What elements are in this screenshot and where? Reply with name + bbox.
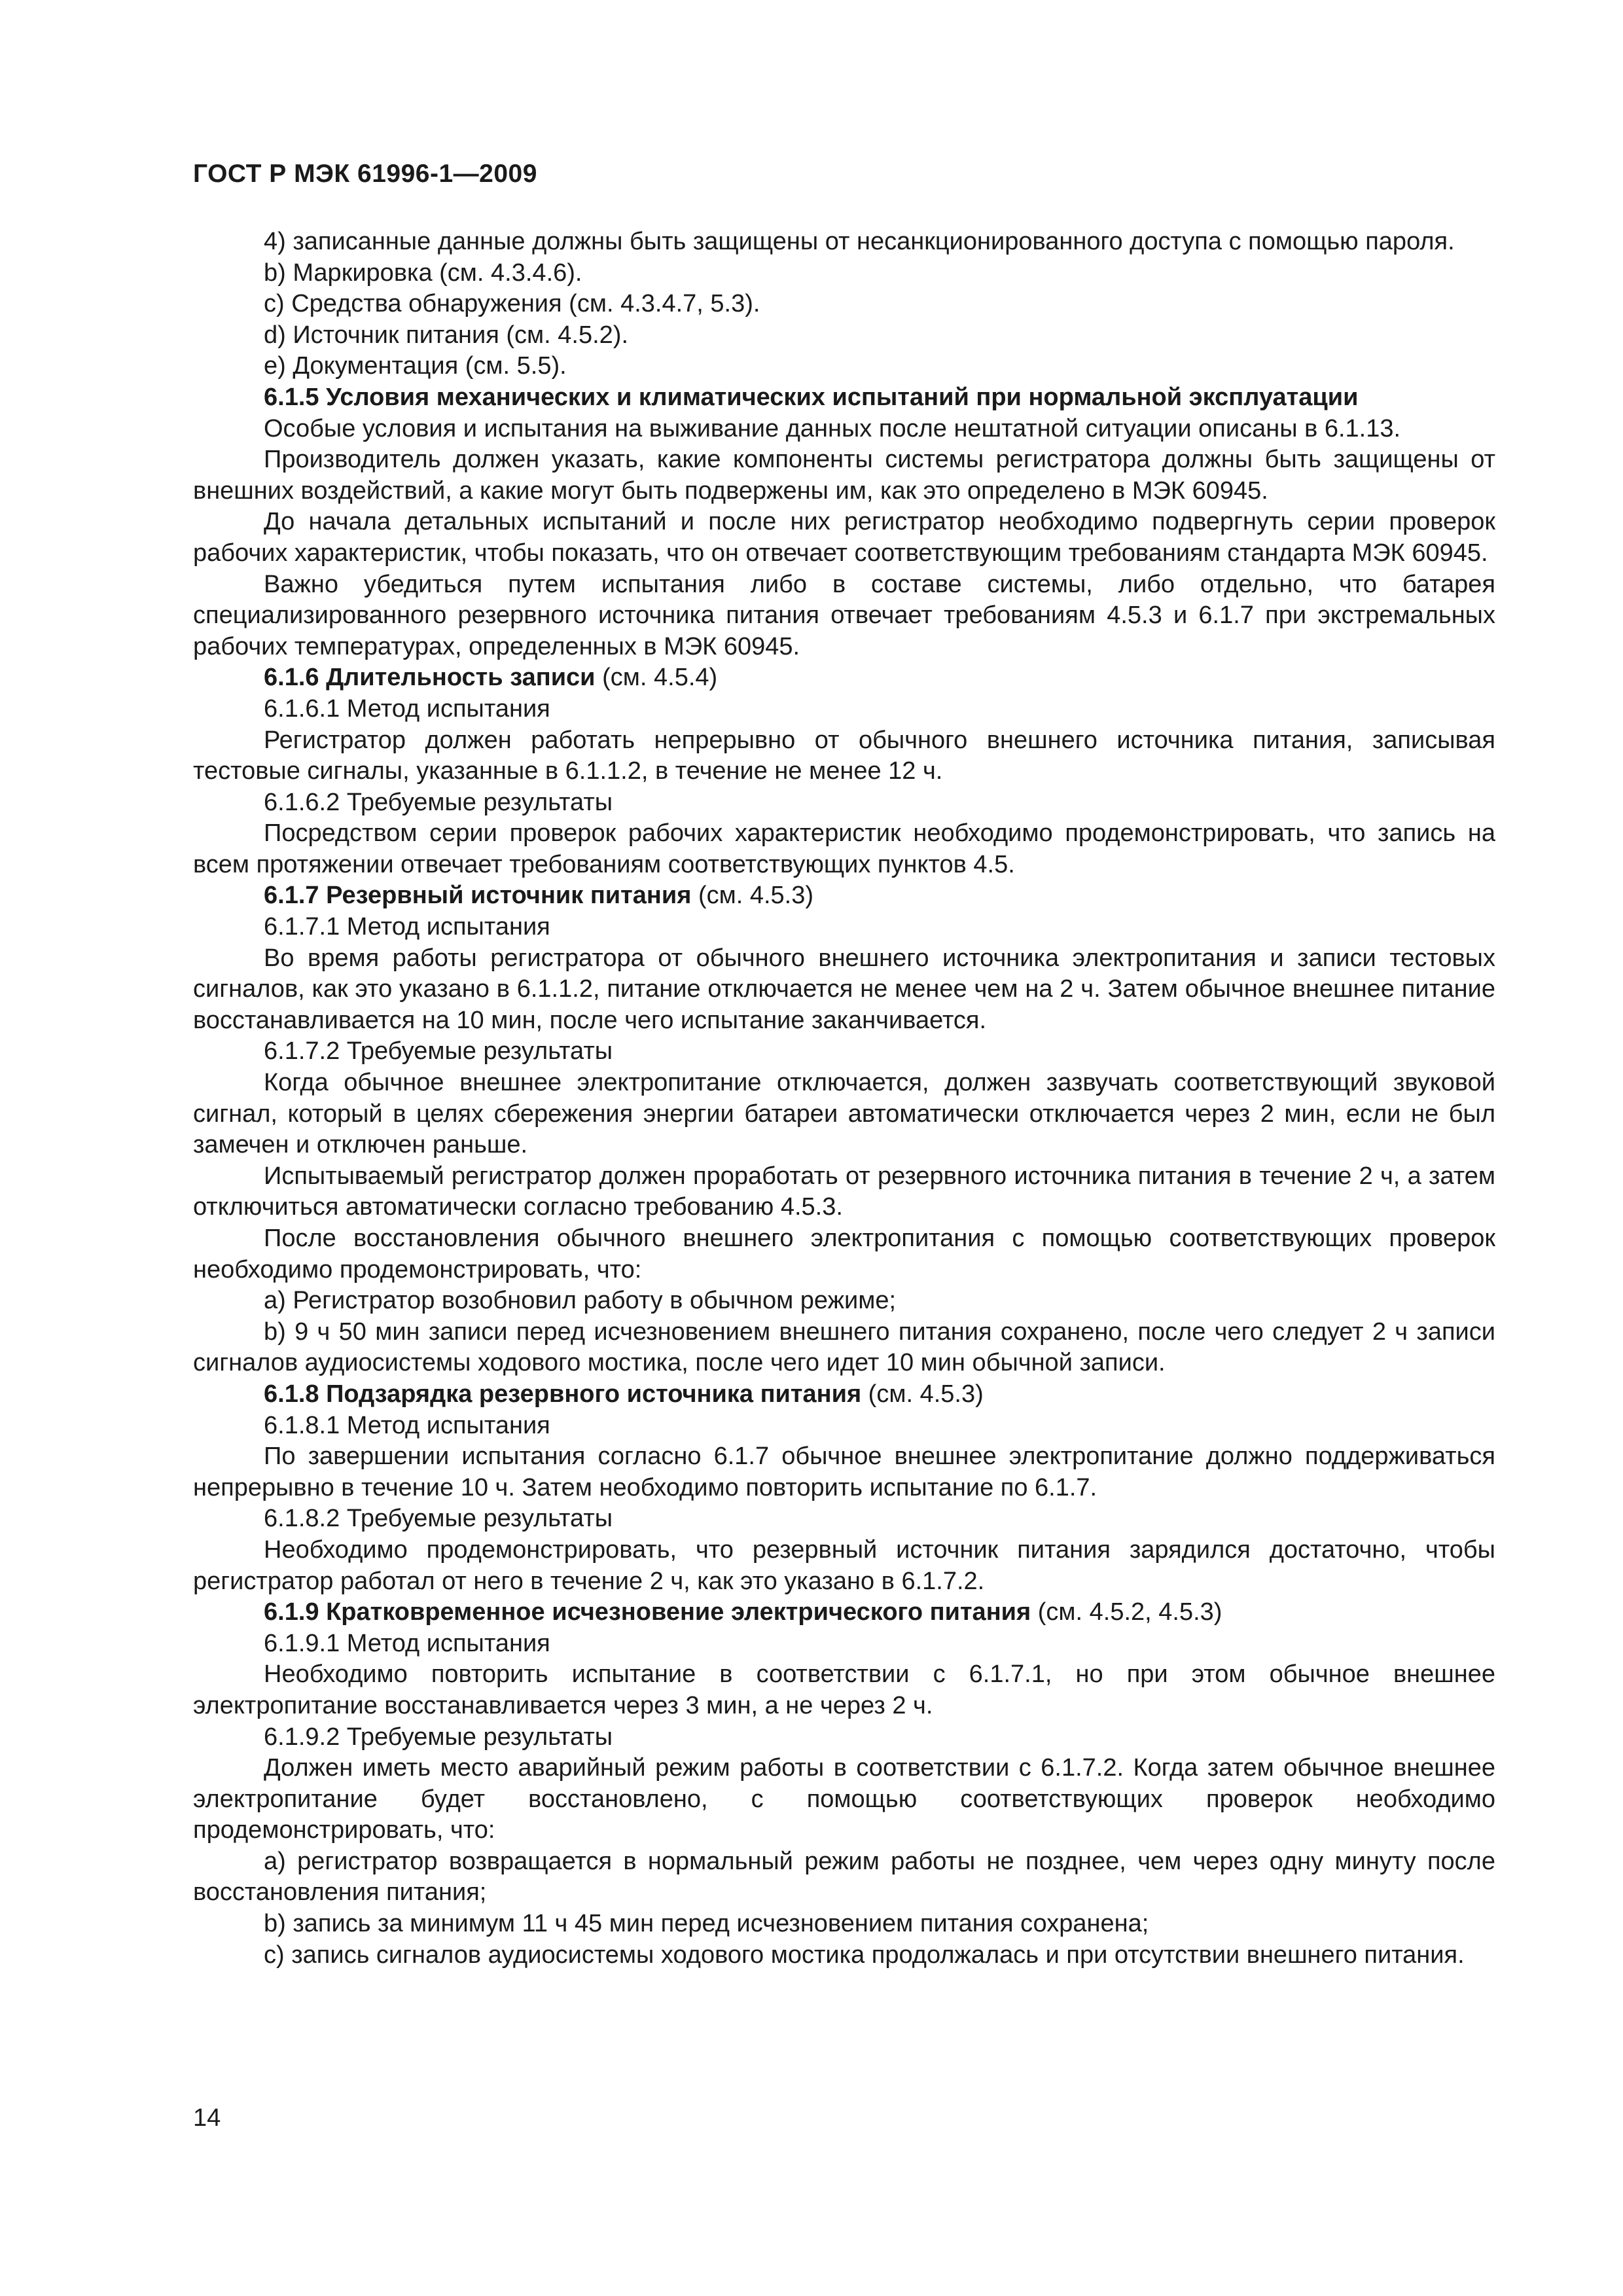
body-paragraph xyxy=(193,258,1495,289)
body-paragraph xyxy=(193,1628,1495,1660)
body-paragraph xyxy=(193,507,1495,569)
paragraph-text: Важно убедиться путем испытания либо в составе системы, либо отдельно, что батарея специализированного резервного источника питания отвечает требованиям 4.5.3 и 6.1.7 при экстремальных рабочих температурах, определенных в МЭК 60945. xyxy=(193,570,1495,660)
paragraph-text: Необходимо продемонстрировать, что резервный источник питания зарядился достаточно, чтобы регистратор работал от него в течение 2 ч, как это указано в 6.1.7.2. xyxy=(193,1535,1495,1595)
paragraph-text: 4) записанные данные должны быть защищены от несанкционированного доступа с помощью пароля. xyxy=(264,228,1455,255)
body-paragraph xyxy=(193,1753,1495,1846)
paragraph-text: 6.1.8.1 Метод испытания xyxy=(264,1411,550,1439)
body-paragraph xyxy=(193,912,1495,943)
paragraph-text: Необходимо повторить испытание в соответствии с 6.1.7.1, но при этом обычное внешнее электропитание восстанавливается через 3 мин, а не через 2 ч. xyxy=(193,1660,1495,1719)
body-paragraph xyxy=(193,1285,1495,1317)
document-body xyxy=(193,226,1495,1971)
paragraph-text: По завершении испытания согласно 6.1.7 обычное внешнее электропитание должно поддерживаться непрерывно в течение 10 ч. Затем необходимо повторить испытание по 6.1.7. xyxy=(193,1443,1495,1501)
section-heading: 6.1.6 Длительность записи xyxy=(264,664,596,692)
section-heading-paragraph xyxy=(193,1379,1495,1410)
paragraph-text: После восстановления обычного внешнего электропитания с помощью соответствующих проверок необходимо продемонстрировать, что: xyxy=(193,1225,1495,1283)
body-paragraph xyxy=(193,1535,1495,1597)
body-paragraph xyxy=(193,1223,1495,1285)
paragraph-text: Особые условия и испытания на выживание данных после нештатной ситуации описаны в 6.1.13. xyxy=(264,414,1401,442)
body-paragraph xyxy=(193,1410,1495,1442)
section-heading: 6.1.9 Кратковременное исчезновение электрического питания xyxy=(264,1598,1031,1626)
paragraph-text: (см. 4.5.4) xyxy=(595,664,718,692)
paragraph-text: e) Документация (см. 5.5). xyxy=(264,352,567,380)
body-paragraph xyxy=(193,1659,1495,1721)
body-paragraph xyxy=(193,1067,1495,1161)
body-paragraph xyxy=(193,1909,1495,1940)
body-paragraph xyxy=(193,1317,1495,1379)
body-paragraph xyxy=(193,289,1495,320)
body-paragraph xyxy=(193,943,1495,1037)
page-header-title: ГОСТ Р МЭК 61996-1—2009 xyxy=(193,160,537,188)
paragraph-text: 6.1.6.2 Требуемые результаты xyxy=(264,788,613,816)
paragraph-text: Когда обычное внешнее электропитание отключается, должен зазвучать соответствующий звуковой сигнал, который в целях сбережения энергии батареи автоматически отключается через 2 мин, если не был замечен и отключен раньше. xyxy=(193,1069,1495,1159)
paragraph-text: 6.1.7.1 Метод испытания xyxy=(264,913,550,941)
body-paragraph xyxy=(193,351,1495,382)
paragraph-text: 6.1.6.1 Метод испытания xyxy=(264,694,550,723)
body-paragraph xyxy=(193,1036,1495,1067)
paragraph-text: a) Регистратор возобновил работу в обычном режиме; xyxy=(264,1287,897,1315)
body-paragraph xyxy=(193,1161,1495,1223)
paragraph-text: (см. 4.5.2, 4.5.3) xyxy=(1031,1598,1222,1626)
body-paragraph xyxy=(193,226,1495,258)
body-paragraph xyxy=(193,569,1495,663)
paragraph-text: b) Маркировка (см. 4.3.4.6). xyxy=(264,259,582,287)
paragraph-text: (см. 4.5.3) xyxy=(861,1380,984,1408)
body-paragraph xyxy=(193,1846,1495,1909)
paragraph-text: b) 9 ч 50 мин записи перед исчезновением внешнего питания сохранено, после чего следует 2 ч записи сигналов аудиосистемы ходового мостика, после чего идет 10 мин обычной записи. xyxy=(193,1318,1495,1377)
body-paragraph xyxy=(193,444,1495,507)
paragraph-text: Регистратор должен работать непрерывно от обычного внешнего источника питания, записывая тестовые сигналы, указанные в 6.1.1.2, в течение не менее 12 ч. xyxy=(193,726,1495,785)
paragraph-text: b) запись за минимум 11 ч 45 мин перед исчезновением питания сохранена; xyxy=(264,1910,1149,1938)
paragraph-text: (см. 4.5.3) xyxy=(691,882,814,910)
body-paragraph xyxy=(193,818,1495,880)
body-paragraph xyxy=(193,1503,1495,1535)
section-heading: 6.1.5 Условия механических и климатических испытаний при нормальной эксплуатации xyxy=(264,383,1359,411)
section-heading: 6.1.8 Подзарядка резервного источника питания xyxy=(264,1380,862,1408)
section-heading-paragraph xyxy=(193,382,1495,414)
section-heading-paragraph xyxy=(193,1597,1495,1628)
section-heading: 6.1.7 Резервный источник питания xyxy=(264,882,692,910)
paragraph-text: Производитель должен указать, какие компоненты системы регистратора должны быть защищены от внешних воздействий, а какие могут быть подвержены им, как это определено в МЭК 60945. xyxy=(193,446,1495,505)
body-paragraph xyxy=(193,1722,1495,1753)
paragraph-text: 6.1.9.2 Требуемые результаты xyxy=(264,1723,613,1751)
paragraph-text: Посредством серии проверок рабочих характеристик необходимо продемонстрировать, что запись на всем протяжении отвечает требованиям соответствующих пунктов 4.5. xyxy=(193,819,1495,878)
section-heading-paragraph xyxy=(193,662,1495,694)
body-paragraph xyxy=(193,1441,1495,1503)
body-paragraph xyxy=(193,694,1495,725)
body-paragraph xyxy=(193,1940,1495,1971)
paragraph-text: d) Источник питания (см. 4.5.2). xyxy=(264,321,629,349)
paragraph-text: c) Средства обнаружения (см. 4.3.4.7, 5.3). xyxy=(264,290,760,318)
paragraph-text: Во время работы регистратора от обычного внешнего источника электропитания и записи тестовых сигналов, как это указано в 6.1.1.2, питание отключается не менее чем на 2 ч. Затем обычное внешнее питание восстанавливается на 10 мин, после чего испытание заканчивается. xyxy=(193,944,1495,1034)
paragraph-text: До начала детальных испытаний и после них регистратор необходимо подвергнуть серии проверок рабочих характеристик, чтобы показать, что он отвечает соответствующим требованиям стандарта МЭК 60945. xyxy=(193,508,1495,567)
body-paragraph xyxy=(193,787,1495,819)
paragraph-text: Испытываемый регистратор должен проработать от резервного источника питания в течение 2 ч, а затем отключиться автоматически согласно требованию 4.5.3. xyxy=(193,1162,1495,1221)
paragraph-text: Должен иметь место аварийный режим работы в соответствии с 6.1.7.2. Когда затем обычное внешнее электропитание будет восстановлено, с помощью соответствующих проверок необходимо продемонстрировать, что: xyxy=(193,1754,1495,1844)
paragraph-text: c) запись сигналов аудиосистемы ходового мостика продолжалась и при отсутствии внешнего питания. xyxy=(264,1941,1465,1969)
body-paragraph xyxy=(193,320,1495,351)
body-paragraph xyxy=(193,725,1495,787)
paragraph-text: a) регистратор возвращается в нормальный режим работы не позднее, чем через одну минуту после восстановления питания; xyxy=(193,1847,1495,1907)
paragraph-text: 6.1.8.2 Требуемые результаты xyxy=(264,1505,613,1533)
page-number: 14 xyxy=(193,2104,221,2132)
paragraph-text: 6.1.9.1 Метод испытания xyxy=(264,1629,550,1657)
section-heading-paragraph xyxy=(193,880,1495,912)
paragraph-text: 6.1.7.2 Требуемые результаты xyxy=(264,1037,613,1066)
body-paragraph xyxy=(193,414,1495,445)
